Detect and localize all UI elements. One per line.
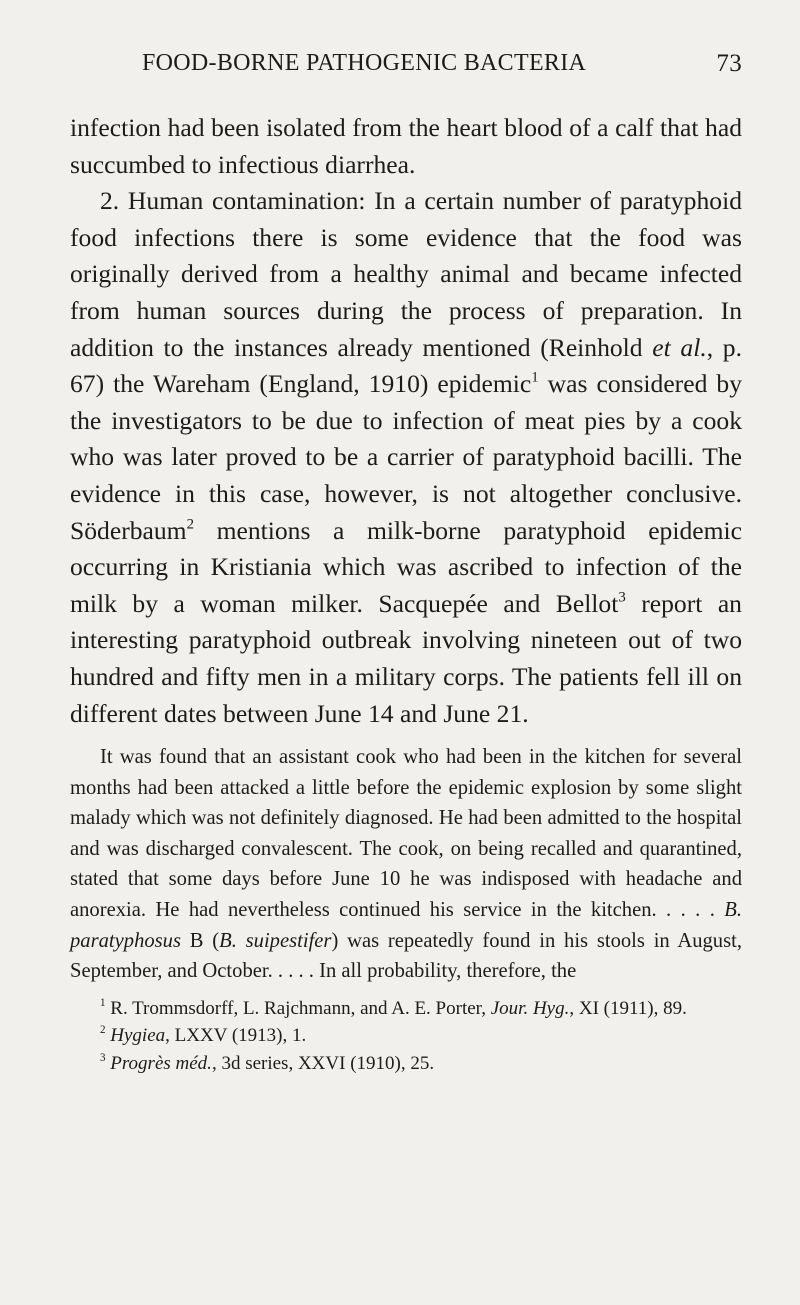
- footnote-1: [70, 995, 742, 1023]
- journal-title: Jour. Hyg.: [490, 997, 570, 1019]
- italic-text: B. suipestifer: [219, 929, 332, 952]
- paragraph-continued: [70, 110, 742, 183]
- quote-text: ) was repeatedly found in his stools in August, September, and October. . . . . In all probability, therefore, the: [70, 929, 742, 983]
- main-text: [70, 110, 742, 732]
- journal-title: Hygiea: [110, 1025, 166, 1047]
- paragraph-text: was considered by the investigators to be due to infection of meat pies by a cook who was later proved to be a carrier of paratyphoid bacilli. The evidence in this case, however, is not altogether conclusive. Söderbaum: [70, 369, 742, 545]
- block-quote: [70, 742, 742, 987]
- quote-text: It was found that an assistant cook who had been in the kitchen for several months had been attacked a little before the epidemic explosion by some slight malady which was not definitely diagnosed. He had been admitted to the hospital and was discharged convalescent. The cook, on being recalled and quarantined, stated that some days before June 10 he was indisposed with headache and anorexia. He had nevertheless continued his service in the kitchen. . . . .: [70, 746, 742, 922]
- book-page: [70, 50, 742, 1077]
- footnote-text: R. Trommsdorff, L. Rajchmann, and A. E. Porter,: [110, 997, 491, 1019]
- paragraph-human-contamination: [70, 183, 742, 732]
- footnote-3: [70, 1050, 742, 1078]
- quote-text: B (: [180, 929, 220, 952]
- footnotes: [70, 995, 742, 1078]
- footnote-2: [70, 1022, 742, 1050]
- paragraph-text: mentions a milk-borne paratyphoid epidemic occurring in Kristiania which was ascribed to infection of the milk by a woman milker. Sacquepée and Bellot: [70, 515, 742, 618]
- footnote-ref-1: 1: [531, 369, 539, 386]
- page-number: 73: [716, 50, 742, 77]
- paragraph-text: 2. Human contamination: In a certain number of paratyphoid food infections there is some evidence that the food was originally derived from a healthy animal and became infected from human sources during the process of preparation. In addition to the instances already mentioned (Reinhold: [70, 186, 742, 362]
- footnote-number: 1: [100, 996, 106, 1009]
- footnote-number: 3: [100, 1051, 106, 1064]
- footnote-ref-3: 3: [618, 589, 626, 606]
- italic-text: et al.: [652, 332, 707, 362]
- running-head-title: FOOD-BORNE PATHOGENIC BACTERIA: [142, 50, 587, 76]
- footnote-text: , LXXV (1913), 1.: [165, 1025, 307, 1047]
- footnote-ref-2: 2: [186, 515, 194, 532]
- journal-title: Progrès méd.: [110, 1052, 212, 1074]
- quote-paragraph: [70, 742, 742, 987]
- footnote-text: , 3d series, XXVI (1910), 25.: [211, 1052, 435, 1074]
- paragraph-text: , p. 67) the Wareham (England, 1910) epidemic: [70, 332, 742, 399]
- paragraph-text: infection had been isolated from the heart blood of a calf that had succumbed to infectious diarrhea.: [70, 113, 742, 179]
- footnote-text: , XI (1911), 89.: [569, 997, 687, 1019]
- running-head: [70, 50, 742, 90]
- italic-text: B. paratyphosus: [70, 899, 742, 952]
- paragraph-text: report an interesting paratyphoid outbreak involving nineteen out of two hundred and fifty men in a military corps. The patients fell ill on different dates between June 14 and June 21.: [70, 588, 742, 728]
- footnote-number: 2: [100, 1024, 106, 1037]
